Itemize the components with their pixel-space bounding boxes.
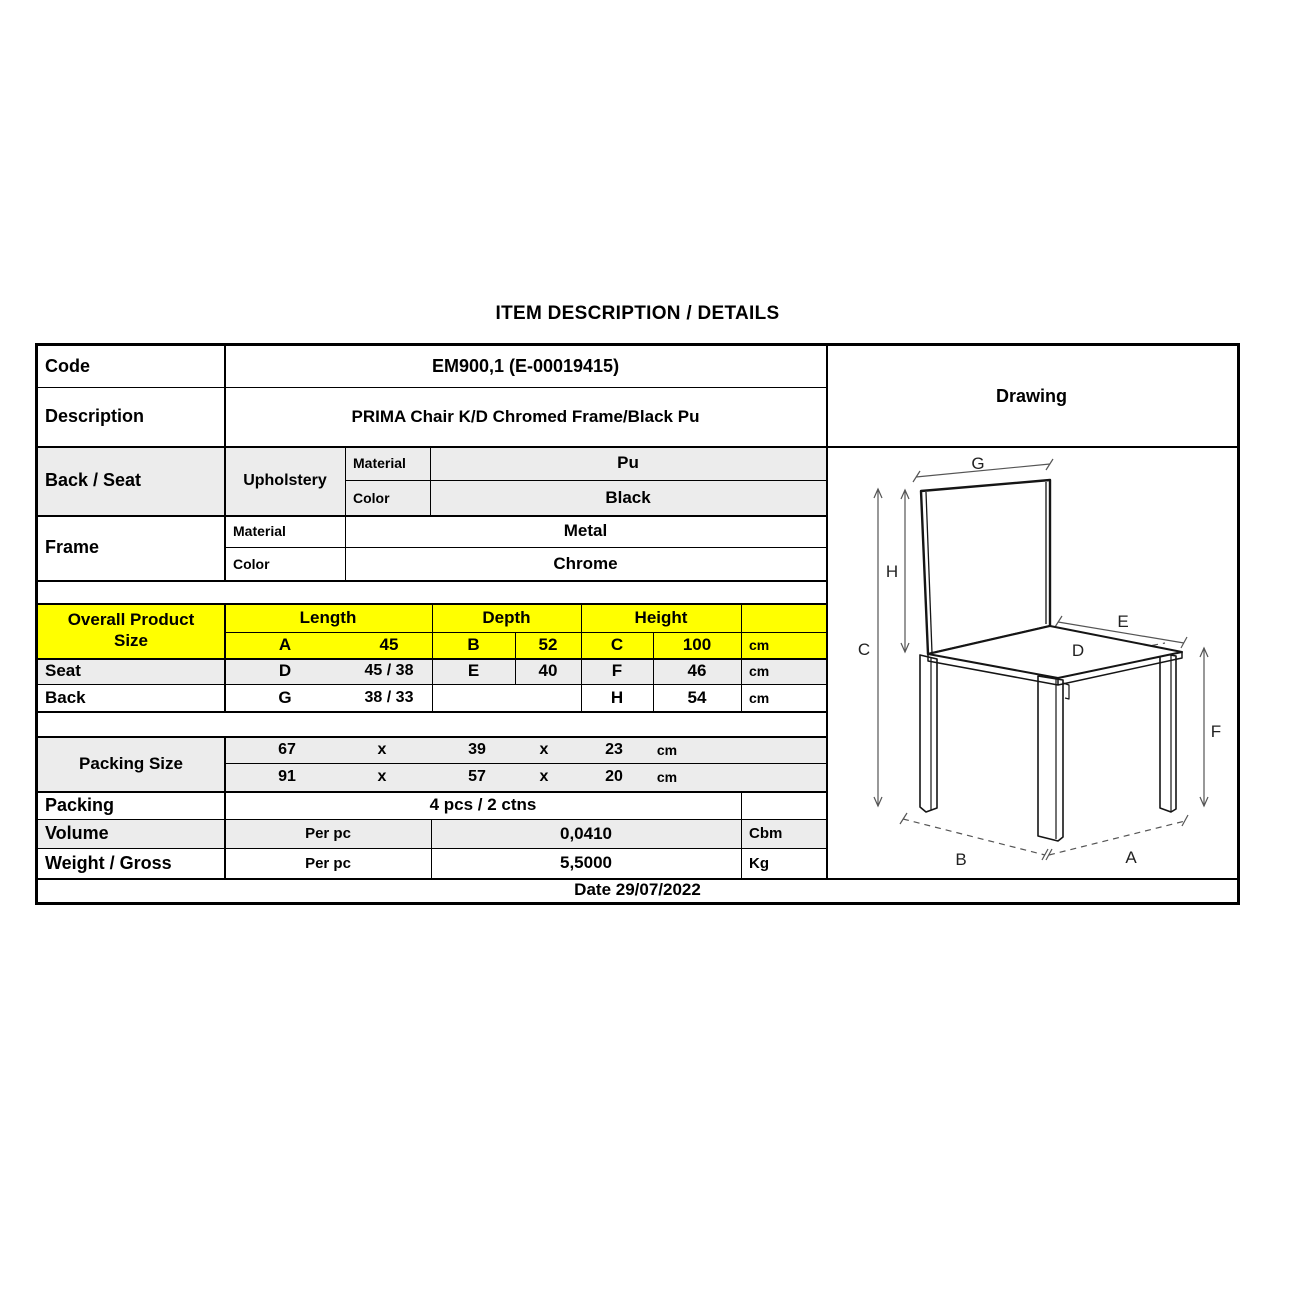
dim-label-e: E [1117,612,1129,631]
chair-front-leg [1038,676,1063,841]
overall-height-value: 100 [682,635,712,654]
chair-outline [920,480,1182,841]
chair-left-leg [920,655,937,812]
grid-hline [38,711,826,713]
packing-size-row1 [224,736,826,763]
chair-right-leg [1160,653,1176,812]
back-length-value: 38 / 33 [364,688,414,706]
weight-per: Per pc [305,854,351,872]
packing-unit: cm [656,741,678,758]
description-value: PRIMA Chair K/D Chromed Frame/Black Pu [351,406,700,426]
upholstery-label: Upholstery [243,471,327,489]
volume-unit: Cbm [749,825,783,842]
code-value: EM900,1 (E-00019415) [431,356,620,376]
drawing-panel-title: Drawing [995,385,1067,406]
seat-length-key: D [278,661,292,680]
packing-sep: x [539,740,549,758]
packing-dim: 57 [468,768,486,785]
size-header-depth: Depth [482,607,531,627]
dim-label-c: C [857,640,871,659]
packing-sep: x [377,768,387,785]
grid-hline [38,580,826,582]
volume-value: 0,0410 [560,823,612,843]
seat-depth-key: E [467,661,480,680]
frame-label: Frame [45,537,100,557]
dim-label-g: G [971,454,985,473]
packing-dim: 67 [278,740,296,758]
chair-drawing [826,446,1237,878]
back-height-value: 54 [687,687,707,707]
overall-unit: cm [749,637,770,653]
spec-table [35,343,1240,905]
description-label: Description [45,406,145,426]
weight-label: Weight / Gross [45,852,172,873]
frame-color-value: Chrome [553,553,618,573]
dim-label-a: A [1125,848,1137,867]
overall-depth-key: B [467,635,480,654]
overall-size-label-line1: Overall Product [67,610,195,630]
frame-material-label: Material [233,523,286,539]
seat-unit: cm [749,663,770,679]
seat-length-value: 45 / 38 [364,662,414,679]
overall-length-key: A [278,635,292,654]
grid-vline [741,603,742,711]
packing-unit: cm [656,769,678,785]
seat-row-label: Seat [45,661,81,680]
grid-vline [741,791,742,878]
dim-label-b: B [955,850,967,869]
dim-label-d: D [1071,641,1085,660]
back-seat-label: Back / Seat [45,470,142,490]
packing-dim: 91 [278,768,296,785]
upholstery-material-label: Material [353,455,406,471]
weight-unit: Kg [749,854,769,872]
packing-dim: 39 [468,740,486,758]
dim-label-f: F [1210,722,1222,741]
upholstery-color-value: Black [605,487,651,507]
overall-length-value: 45 [379,635,399,654]
packing-value: 4 pcs / 2 ctns [429,795,537,814]
upholstery-color-label: Color [353,489,390,506]
size-header-length: Length [299,607,357,627]
seat-height-key: F [611,661,623,680]
weight-value: 5,5000 [560,853,612,872]
back-row-label: Back [45,687,86,707]
packing-size-label: Packing Size [79,753,183,773]
frame-color-label: Color [233,555,270,572]
packing-size-row2 [224,763,826,791]
overall-size-label-line2: Size [113,630,149,650]
back-length-key: G [278,687,292,707]
volume-per: Per pc [305,825,351,842]
dim-label-h: H [885,562,899,581]
overall-height-key: C [610,635,624,654]
overall-size-label [38,603,224,658]
date-row: Date 29/07/2022 [574,880,701,899]
back-unit: cm [749,689,770,706]
frame-material-value: Metal [563,521,608,540]
packing-sep: x [539,768,549,785]
volume-label: Volume [45,823,109,843]
chair-back-leg [1063,683,1069,699]
packing-sep: x [377,740,387,758]
back-height-key: H [610,687,624,707]
packing-dim: 20 [605,768,623,785]
seat-depth-value: 40 [538,661,558,680]
chair-backrest [921,480,1050,654]
overall-depth-value: 52 [538,635,558,654]
packing-dim: 23 [605,740,623,758]
packing-label: Packing [45,794,115,815]
seat-height-value: 46 [687,661,707,680]
upholstery-material-value: Pu [617,453,639,472]
page-title: ITEM DESCRIPTION / DETAILS [495,303,780,324]
size-header-height: Height [634,607,688,627]
code-label: Code [45,356,90,376]
